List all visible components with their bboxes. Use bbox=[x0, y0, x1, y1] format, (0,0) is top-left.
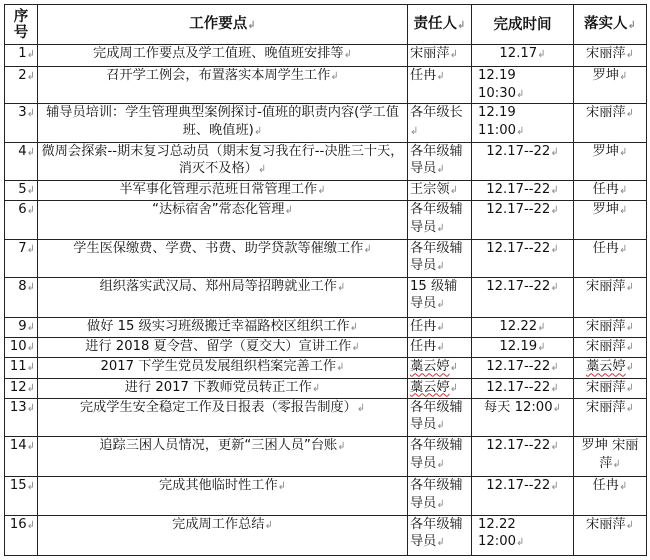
paragraph-mark-icon: ↲ bbox=[363, 243, 372, 255]
owner-cell bbox=[408, 142, 472, 180]
paragraph-mark-icon: ↲ bbox=[26, 281, 35, 293]
owner-cell-text: 各年级辅导员 bbox=[410, 516, 463, 550]
paragraph-mark-icon: ↲ bbox=[550, 205, 559, 217]
paragraph-mark-icon: ↲ bbox=[26, 382, 35, 394]
paragraph-mark-icon: ↲ bbox=[436, 420, 445, 432]
implementer-cell bbox=[574, 45, 647, 67]
task-cell-text: 做好 15 级实习班级搬迁幸福路校区组织工作 bbox=[87, 319, 350, 335]
table-row bbox=[5, 201, 647, 239]
row-number bbox=[5, 378, 38, 398]
completion-time-cell-text: 12.17--22 bbox=[486, 278, 551, 294]
paragraph-mark-icon: ↲ bbox=[26, 185, 35, 197]
paragraph-mark-icon: ↲ bbox=[410, 125, 419, 137]
paragraph-mark-icon: ↲ bbox=[436, 222, 445, 234]
owner-cell bbox=[408, 338, 472, 358]
table-row bbox=[5, 358, 647, 378]
owner-cell-text: 各年级长 bbox=[410, 105, 463, 121]
owner-cell bbox=[408, 437, 472, 477]
completion-time-cell-text: 12.17--22 bbox=[486, 202, 551, 218]
completion-time-cell-text: 12.17--22 bbox=[486, 240, 551, 256]
completion-time-cell bbox=[472, 437, 574, 477]
paragraph-mark-icon: ↲ bbox=[449, 49, 458, 60]
owner-cell bbox=[408, 318, 472, 338]
task-cell bbox=[38, 378, 408, 398]
completion-time-cell-text: 每天 12:00 bbox=[484, 399, 553, 415]
paragraph-mark-icon: ↲ bbox=[550, 146, 559, 158]
paragraph-mark-icon: ↲ bbox=[625, 402, 634, 414]
task-cell-text: 辅导员培训：学生管理典型案例探讨-值班的职责内容(学工值班、晚值班) bbox=[46, 105, 399, 138]
paragraph-mark-icon: ↲ bbox=[26, 342, 35, 354]
paragraph-mark-icon: ↲ bbox=[349, 322, 358, 334]
header-implementer: 落实人↲ bbox=[574, 5, 647, 45]
completion-time-cell bbox=[472, 318, 574, 338]
implementer-cell bbox=[574, 142, 647, 180]
paragraph-mark-icon: ↲ bbox=[330, 71, 339, 83]
implementer-cell bbox=[574, 378, 647, 398]
completion-time-cell-text: 12.17--22 bbox=[486, 438, 551, 454]
row-number bbox=[5, 338, 38, 358]
completion-time-cell-text: 12.17--22 bbox=[486, 379, 551, 395]
paragraph-mark-icon: ↲ bbox=[537, 322, 546, 334]
paragraph-mark-icon: ↲ bbox=[625, 49, 634, 60]
row-number bbox=[5, 45, 38, 67]
owner-cell-text: 藁云婷 bbox=[410, 379, 450, 395]
completion-time-cell-text: 12.17--22 bbox=[486, 359, 551, 375]
table-row bbox=[5, 239, 647, 277]
owner-cell bbox=[408, 201, 472, 239]
task-cell bbox=[38, 142, 408, 180]
implementer-cell-text: 宋丽萍 bbox=[586, 379, 626, 395]
completion-time-cell-text: 12.17--22 bbox=[486, 143, 551, 159]
implementer-cell-text: 任冉 bbox=[592, 182, 619, 198]
owner-cell-text: 王宗领 bbox=[410, 182, 450, 198]
header-time: 完成时间 bbox=[472, 5, 574, 45]
paragraph-mark-icon: ↲ bbox=[253, 125, 263, 137]
completion-time-cell-text: 12.22 12:00 bbox=[478, 516, 534, 550]
table-row bbox=[5, 477, 647, 515]
completion-time-cell-text: 12.19 10:30 bbox=[478, 68, 534, 101]
paragraph-mark-icon: ↲ bbox=[26, 243, 35, 255]
paragraph-mark-icon: ↲ bbox=[552, 402, 561, 414]
paragraph-mark-icon: ↲ bbox=[311, 382, 321, 394]
task-cell bbox=[38, 515, 408, 555]
header-task: 工作要点↲ bbox=[38, 5, 408, 45]
paragraph-mark-icon: ↲ bbox=[618, 205, 628, 217]
task-cell-text: 2017 下学生党员发展组织档案完善工作 bbox=[100, 359, 337, 375]
paragraph-mark-icon: ↲ bbox=[26, 71, 35, 83]
paragraph-mark-icon: ↲ bbox=[436, 342, 445, 354]
task-cell-text: 微周会探索--期末复习总动员（期末复习我在行--决胜三十天，消灭不及格） bbox=[41, 143, 404, 177]
paragraph-mark-icon: ↲ bbox=[436, 299, 445, 311]
table-row bbox=[5, 318, 647, 338]
implementer-cell bbox=[574, 201, 647, 239]
table-row bbox=[5, 437, 647, 477]
paragraph-mark-icon: ↲ bbox=[625, 342, 634, 354]
paragraph-mark-icon: ↲ bbox=[550, 281, 559, 293]
implementer-cell-text: 宋丽萍 bbox=[586, 278, 626, 294]
paragraph-mark-icon: ↲ bbox=[317, 185, 326, 197]
row-number bbox=[5, 437, 38, 477]
implementer-cell-text: 罗坤 bbox=[592, 68, 619, 84]
row-number bbox=[5, 398, 38, 436]
paragraph-mark-icon: ↲ bbox=[351, 342, 360, 354]
row-number bbox=[5, 104, 38, 142]
row-number bbox=[5, 318, 38, 338]
header-owner: 责任人↲ bbox=[408, 5, 472, 45]
row-number bbox=[5, 239, 38, 277]
implementer-cell bbox=[574, 181, 647, 201]
task-cell bbox=[38, 358, 408, 378]
table-row bbox=[5, 45, 647, 67]
paragraph-mark-icon: ↲ bbox=[516, 537, 525, 549]
row-number bbox=[5, 181, 38, 201]
owner-cell bbox=[408, 515, 472, 555]
paragraph-mark-icon: ↲ bbox=[436, 261, 445, 272]
row-number bbox=[5, 67, 38, 104]
table-row bbox=[5, 104, 647, 142]
paragraph-mark-icon: ↲ bbox=[343, 49, 352, 60]
paragraph-mark-icon: ↲ bbox=[257, 164, 267, 176]
task-cell bbox=[38, 398, 408, 436]
completion-time-cell bbox=[472, 378, 574, 398]
paragraph-mark-icon: ↲ bbox=[618, 146, 628, 158]
completion-time-cell bbox=[472, 239, 574, 277]
paragraph-mark-icon: ↲ bbox=[550, 382, 559, 394]
paragraph-mark-icon: ↲ bbox=[26, 49, 35, 60]
row-number-text: 5 bbox=[18, 182, 27, 198]
owner-cell-text: 各年级辅导员 bbox=[410, 399, 463, 433]
paragraph-mark-icon: ↲ bbox=[436, 164, 445, 176]
implementer-cell bbox=[574, 277, 647, 317]
paragraph-mark-icon: ↲ bbox=[550, 441, 559, 453]
paragraph-mark-icon: ↲ bbox=[618, 243, 628, 255]
paragraph-mark-icon: ↲ bbox=[625, 382, 634, 394]
task-cell-text: 完成周工作要点及学工值班、晚值班安排等 bbox=[93, 46, 344, 61]
implementer-cell bbox=[574, 239, 647, 277]
owner-cell bbox=[408, 398, 472, 436]
owner-cell bbox=[408, 277, 472, 317]
implementer-cell-text: 宋丽萍 bbox=[586, 46, 626, 61]
paragraph-mark-icon: ↲ bbox=[26, 441, 35, 453]
task-cell-text: 半军事化管理示范班日常管理工作 bbox=[119, 182, 318, 198]
paragraph-mark-icon: ↲ bbox=[26, 146, 35, 158]
table-row bbox=[5, 181, 647, 201]
paragraph-mark-icon: ↲ bbox=[550, 481, 559, 493]
completion-time-cell bbox=[472, 142, 574, 180]
paragraph-mark-icon: ↲ bbox=[516, 88, 525, 100]
task-cell-text: 进行 2018 夏令营、留学（夏交大）宣讲工作 bbox=[85, 339, 352, 355]
paragraph-mark-icon: ↲ bbox=[449, 382, 458, 394]
implementer-cell-text: 藁云婷 bbox=[586, 359, 626, 375]
paragraph-mark-icon: ↲ bbox=[618, 71, 628, 83]
paragraph-mark-icon: ↲ bbox=[337, 441, 346, 453]
implementer-cell-text: 罗坤 bbox=[592, 143, 619, 159]
task-cell-text: 追踪三困人员情况，更新“三困人员”台账 bbox=[99, 438, 338, 454]
implementer-cell-text: 宋丽萍 bbox=[586, 319, 626, 335]
table-row bbox=[5, 338, 647, 358]
owner-cell-text: 各年级辅导员 bbox=[410, 438, 463, 471]
paragraph-mark-icon: ↲ bbox=[284, 205, 293, 217]
row-number-text: 8 bbox=[18, 278, 27, 294]
paragraph-mark-icon: ↲ bbox=[449, 362, 458, 374]
owner-cell bbox=[408, 181, 472, 201]
task-cell-text: 完成周工作总结 bbox=[172, 516, 265, 532]
owner-cell bbox=[408, 104, 472, 142]
task-cell-text: “达标宿舍”常态化管理 bbox=[152, 202, 285, 218]
completion-time-cell bbox=[472, 45, 574, 67]
row-number-text: 16 bbox=[9, 516, 27, 532]
row-number bbox=[5, 358, 38, 378]
task-cell-text: 进行 2017 下教师党员转正工作 bbox=[124, 379, 312, 395]
completion-time-cell-text: 12.19 bbox=[499, 339, 538, 355]
row-number-text: 10 bbox=[9, 339, 27, 355]
implementer-cell-text: 任冉 bbox=[592, 240, 619, 256]
task-cell bbox=[38, 437, 408, 477]
paragraph-mark-icon: ↲ bbox=[264, 519, 273, 531]
completion-time-cell bbox=[472, 277, 574, 317]
paragraph-mark-icon: ↲ bbox=[550, 185, 559, 197]
paragraph-mark-icon: ↲ bbox=[26, 402, 35, 414]
completion-time-cell bbox=[472, 201, 574, 239]
implementer-cell-text: 宋丽萍 bbox=[586, 399, 626, 415]
owner-cell bbox=[408, 239, 472, 277]
table-row bbox=[5, 398, 647, 436]
owner-cell-text: 任冉 bbox=[410, 339, 437, 355]
paragraph-mark-icon: ↲ bbox=[26, 362, 35, 374]
paragraph-mark-icon: ↲ bbox=[26, 322, 35, 334]
row-number bbox=[5, 277, 38, 317]
owner-cell bbox=[408, 45, 472, 67]
paragraph-mark-icon: ↲ bbox=[449, 185, 458, 197]
paragraph-mark-icon: ↲ bbox=[436, 537, 445, 549]
owner-cell-text: 任冉 bbox=[410, 68, 437, 84]
implementer-cell bbox=[574, 104, 647, 142]
paragraph-mark-icon: ↲ bbox=[618, 481, 628, 493]
task-cell-text: 完成学生安全稳定工作及日报表（零报告制度） bbox=[79, 399, 357, 415]
task-cell bbox=[38, 181, 408, 201]
completion-time-cell-text: 12.19 11:00 bbox=[478, 105, 534, 138]
completion-time-cell bbox=[472, 398, 574, 436]
task-cell bbox=[38, 338, 408, 358]
task-cell bbox=[38, 67, 408, 104]
owner-cell-text: 15 级辅导员 bbox=[410, 278, 458, 312]
paragraph-mark-icon: ↲ bbox=[550, 243, 559, 255]
completion-time-cell-text: 12.17--22 bbox=[486, 182, 551, 198]
task-cell-text: 召开学工例会，布置落实本周学生工作 bbox=[106, 68, 331, 84]
implementer-cell bbox=[574, 437, 647, 477]
paragraph-mark-icon: ↲ bbox=[436, 458, 445, 470]
completion-time-cell bbox=[472, 515, 574, 555]
task-cell-text: 学生医保缴费、学费、书费、助学贷款等催缴工作 bbox=[73, 240, 364, 256]
row-number-text: 3 bbox=[18, 105, 27, 121]
header-no: 序号 bbox=[5, 5, 38, 45]
implementer-cell bbox=[574, 318, 647, 338]
completion-time-cell bbox=[472, 67, 574, 104]
owner-cell bbox=[408, 378, 472, 398]
paragraph-mark-icon: ↲ bbox=[550, 362, 559, 374]
implementer-cell-text: 宋丽萍 bbox=[586, 339, 626, 355]
task-cell bbox=[38, 201, 408, 239]
completion-time-cell-text: 12.22 bbox=[499, 319, 538, 335]
task-cell bbox=[38, 277, 408, 317]
task-cell bbox=[38, 318, 408, 338]
row-number bbox=[5, 515, 38, 555]
implementer-cell bbox=[574, 358, 647, 378]
implementer-cell bbox=[574, 338, 647, 358]
paragraph-mark-icon: ↲ bbox=[612, 458, 621, 470]
task-cell bbox=[38, 104, 408, 142]
row-number-text: 7 bbox=[18, 240, 27, 256]
implementer-cell-text: 罗坤 宋丽萍 bbox=[581, 438, 639, 471]
paragraph-mark-icon: ↲ bbox=[625, 519, 634, 531]
row-number-text: 14 bbox=[9, 438, 27, 454]
owner-cell-text: 各年级辅导员 bbox=[410, 478, 463, 511]
paragraph-mark-icon: ↲ bbox=[625, 281, 634, 293]
row-number bbox=[5, 477, 38, 515]
task-cell bbox=[38, 239, 408, 277]
paragraph-mark-icon: ↲ bbox=[537, 49, 546, 60]
implementer-cell-text: 任冉 bbox=[592, 478, 619, 494]
owner-cell-text: 任冉 bbox=[410, 319, 437, 335]
paragraph-mark-icon: ↲ bbox=[436, 322, 445, 334]
row-number bbox=[5, 201, 38, 239]
paragraph-mark-icon: ↲ bbox=[436, 498, 445, 510]
table-row bbox=[5, 378, 647, 398]
paragraph-mark-icon: ↲ bbox=[537, 342, 546, 354]
owner-cell bbox=[408, 477, 472, 515]
row-number-text: 12 bbox=[9, 379, 27, 395]
table-row bbox=[5, 515, 647, 555]
owner-cell-text: 各年级辅导员 bbox=[410, 202, 463, 235]
task-cell-text: 组织落实武汉局、郑州局等招聘就业工作 bbox=[99, 278, 337, 294]
paragraph-mark-icon: ↲ bbox=[336, 362, 345, 374]
paragraph-mark-icon: ↲ bbox=[625, 108, 634, 120]
row-number bbox=[5, 142, 38, 180]
implementer-cell-text: 宋丽萍 bbox=[586, 105, 626, 121]
completion-time-cell-text: 12.17--22 bbox=[486, 478, 551, 494]
row-number-text: 11 bbox=[9, 359, 27, 375]
paragraph-mark-icon: ↲ bbox=[336, 281, 346, 293]
implementer-cell bbox=[574, 67, 647, 104]
row-number-text: 9 bbox=[18, 319, 27, 335]
task-cell-text: 完成其他临时性工作 bbox=[158, 478, 278, 494]
paragraph-mark-icon: ↲ bbox=[618, 185, 628, 197]
task-cell bbox=[38, 477, 408, 515]
paragraph-mark-icon: ↲ bbox=[356, 402, 366, 414]
owner-cell-text: 藁云婷 bbox=[410, 359, 450, 375]
task-cell bbox=[38, 45, 408, 67]
paragraph-mark-icon: ↲ bbox=[26, 108, 35, 120]
paragraph-mark-icon: ↲ bbox=[516, 125, 525, 137]
paragraph-mark-icon: ↲ bbox=[625, 362, 634, 374]
paragraph-mark-icon: ↲ bbox=[625, 322, 634, 334]
implementer-cell-text: 罗坤 bbox=[592, 202, 619, 218]
implementer-cell bbox=[574, 477, 647, 515]
implementer-cell bbox=[574, 515, 647, 555]
paragraph-mark-icon: ↲ bbox=[26, 519, 35, 531]
header-row bbox=[5, 5, 647, 45]
owner-cell bbox=[408, 358, 472, 378]
completion-time-cell bbox=[472, 338, 574, 358]
work-plan-table bbox=[4, 4, 647, 556]
row-number-text: 4 bbox=[18, 143, 27, 159]
owner-cell-text: 宋丽萍 bbox=[410, 46, 450, 61]
row-number-text: 2 bbox=[18, 68, 27, 84]
row-number-text: 15 bbox=[9, 478, 27, 494]
table-row bbox=[5, 67, 647, 104]
completion-time-cell-text: 12.17 bbox=[499, 46, 538, 61]
table-row bbox=[5, 142, 647, 180]
paragraph-mark-icon: ↲ bbox=[277, 481, 287, 493]
owner-cell-text: 各年级辅导员 bbox=[410, 143, 463, 177]
completion-time-cell bbox=[472, 104, 574, 142]
implementer-cell bbox=[574, 398, 647, 436]
completion-time-cell bbox=[472, 181, 574, 201]
paragraph-mark-icon: ↲ bbox=[26, 481, 35, 493]
row-number-text: 6 bbox=[18, 202, 27, 218]
row-number-text: 1 bbox=[18, 46, 27, 61]
completion-time-cell bbox=[472, 358, 574, 378]
paragraph-mark-icon: ↲ bbox=[436, 71, 445, 83]
completion-time-cell bbox=[472, 477, 574, 515]
row-number-text: 13 bbox=[9, 399, 27, 415]
owner-cell-text: 各年级辅导员 bbox=[410, 240, 463, 273]
paragraph-mark-icon: ↲ bbox=[26, 205, 35, 217]
owner-cell bbox=[408, 67, 472, 104]
implementer-cell-text: 宋丽萍 bbox=[586, 516, 626, 532]
table-row bbox=[5, 277, 647, 317]
